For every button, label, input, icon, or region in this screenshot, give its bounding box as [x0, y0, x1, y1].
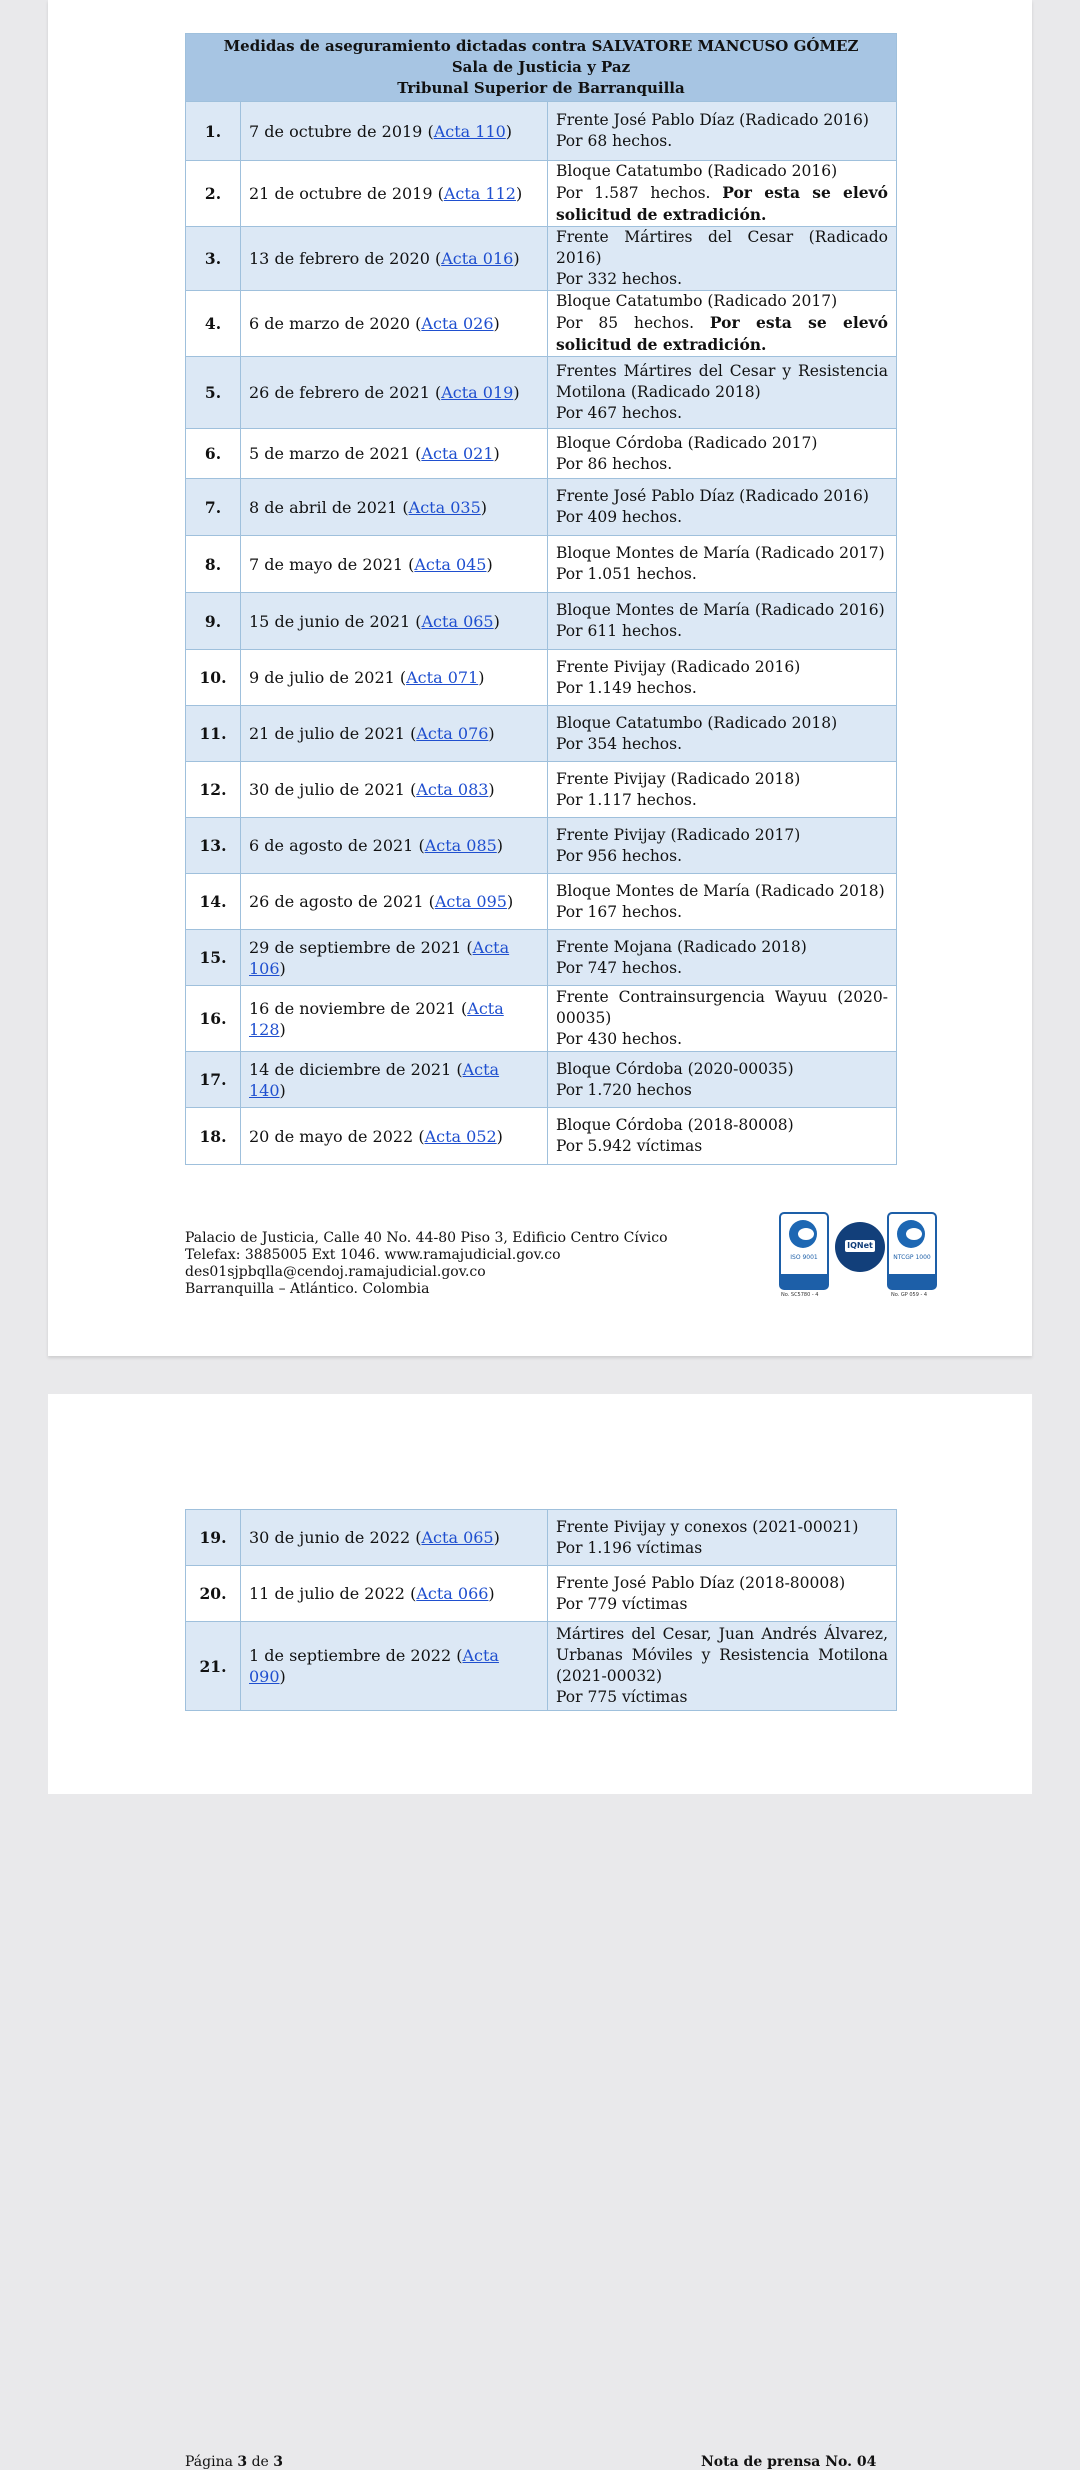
row-number: 18. — [186, 1108, 241, 1165]
acta-link[interactable]: Acta 045 — [414, 554, 487, 574]
row-description — [548, 161, 897, 227]
description-line: Frente Pivijay (Radicado 2016) — [556, 657, 801, 676]
row-date-cell: 21 de julio de 2021 (Acta 076) — [241, 706, 548, 762]
description-line: Frente José Pablo Díaz (2018-80008) — [556, 1573, 846, 1592]
acta-link[interactable]: Acta 065 — [421, 611, 494, 631]
table-row — [186, 706, 897, 762]
row-number: 10. — [186, 650, 241, 706]
row-date: 26 de agosto de 2021 — [249, 892, 424, 911]
document-page-2 — [48, 0, 1032, 1356]
table-row — [186, 102, 897, 161]
table-row — [186, 818, 897, 874]
acta-link[interactable]: Acta 083 — [416, 780, 489, 799]
row-date: 11 de julio de 2022 — [249, 1584, 405, 1603]
acta-link[interactable]: Acta 035 — [408, 497, 481, 517]
description-line: Por 467 hechos. — [556, 404, 683, 422]
row-date: 6 de marzo de 2020 — [249, 314, 411, 333]
row-number: 6. — [186, 429, 241, 479]
row-number: 15. — [186, 930, 241, 986]
table-row — [186, 1510, 897, 1566]
row-description — [548, 874, 897, 930]
description-line: Por 1.149 hechos. — [556, 678, 697, 697]
acta-link[interactable]: Acta 128 — [249, 998, 504, 1039]
table-row — [186, 930, 897, 986]
extradition-note: Por esta se elevó solicitud de extradición. — [556, 313, 889, 354]
row-description — [548, 1510, 897, 1566]
description-line: Frente Pivijay (Radicado 2017) — [556, 825, 801, 844]
row-date-cell: 15 de junio de 2021 (Acta 065) — [241, 593, 548, 650]
description-line: Frente Mojana (Radicado 2018) — [556, 937, 807, 956]
row-date-cell: 8 de abril de 2021 (Acta 035) — [241, 479, 548, 536]
description-line: Frente Mártires del Cesar (Radicado 2016) — [556, 228, 889, 267]
table-row — [186, 986, 897, 1052]
description-line: Por 430 hechos. — [556, 1030, 683, 1048]
row-date: 9 de julio de 2021 — [249, 668, 395, 687]
acta-link[interactable]: Acta 085 — [424, 836, 497, 855]
row-description — [548, 429, 897, 479]
row-number: 5. — [186, 357, 241, 429]
row-description — [548, 706, 897, 762]
row-date-cell: 6 de marzo de 2020 (Acta 026) — [241, 291, 548, 357]
row-date: 20 de mayo de 2022 — [249, 1126, 414, 1146]
certification-logos — [779, 1212, 939, 1302]
description-line: Por 1.587 hechos. — [556, 184, 711, 202]
logo1-caption: No. SC5780 - 4 — [781, 1292, 819, 1298]
icontec-iso-logo: ISO 9001 — [779, 1212, 829, 1290]
description-line: Por 85 hechos. — [556, 314, 695, 332]
row-description — [548, 357, 897, 429]
row-number: 13. — [186, 818, 241, 874]
description-line: Por 775 víctimas — [556, 1688, 688, 1706]
acta-link[interactable]: Acta 071 — [406, 668, 479, 687]
description-line: Por 354 hechos. — [556, 734, 683, 753]
row-date-cell: 29 de septiembre de 2021 (Acta 106) — [241, 930, 548, 986]
row-number: 4. — [186, 291, 241, 357]
row-number: 16. — [186, 986, 241, 1052]
description-line: Frente Contrainsurgencia Wayuu (2020-00035) — [556, 988, 889, 1027]
row-number: 12. — [186, 762, 241, 818]
row-description — [548, 986, 897, 1052]
acta-link[interactable]: Acta 140 — [249, 1059, 500, 1100]
acta-link[interactable]: Acta 026 — [421, 314, 494, 333]
row-date: 16 de noviembre de 2021 — [249, 998, 456, 1018]
acta-link[interactable]: Acta 106 — [249, 937, 510, 978]
row-number: 11. — [186, 706, 241, 762]
table-title: Medidas de aseguramiento dictadas contra SALVATORE MANCUSO GÓMEZ — [223, 37, 859, 55]
description-line-with-note — [556, 182, 888, 226]
measures-table-continued — [185, 1509, 897, 1711]
description-line-with-note — [556, 312, 888, 356]
row-description — [548, 1052, 897, 1108]
table-subtitle-chamber: Sala de Justicia y Paz — [451, 58, 631, 76]
description-line: Frentes Mártires del Cesar y Resistencia Motilona (Radicado 2018) — [556, 362, 889, 401]
row-date-cell: 6 de agosto de 2021 (Acta 085) — [241, 818, 548, 874]
row-date: 13 de febrero de 2020 — [249, 249, 430, 268]
description-line: Bloque Córdoba (Radicado 2017) — [556, 433, 818, 452]
row-number: 9. — [186, 593, 241, 650]
row-number: 17. — [186, 1052, 241, 1108]
row-description — [548, 479, 897, 536]
icontec-ntcgp-logo: NTCGP 1000 — [887, 1212, 937, 1290]
acta-link[interactable]: Acta 016 — [441, 249, 514, 268]
description-line: Por 956 hechos. — [556, 846, 683, 865]
row-date-cell: 26 de febrero de 2021 (Acta 019) — [241, 357, 548, 429]
description-line: Por 332 hechos. — [556, 270, 683, 288]
description-line: Por 1.051 hechos. — [556, 565, 697, 583]
row-date-cell: 11 de julio de 2022 (Acta 066) — [241, 1566, 548, 1622]
acta-link[interactable]: Acta 110 — [433, 121, 506, 141]
acta-link[interactable]: Acta 076 — [416, 724, 489, 743]
table-row — [186, 227, 897, 291]
description-line: Por 779 víctimas — [556, 1594, 688, 1613]
description-line: Frente José Pablo Díaz (Radicado 2016) — [556, 487, 869, 505]
description-line: Bloque Montes de María (Radicado 2016) — [556, 601, 885, 619]
row-date: 29 de septiembre de 2021 — [249, 937, 462, 957]
row-description — [548, 593, 897, 650]
row-description — [548, 818, 897, 874]
footer-address — [185, 1230, 668, 1298]
row-date-cell: 7 de octubre de 2019 (Acta 110) — [241, 102, 548, 161]
description-line: Mártires del Cesar, Juan Andrés Álvarez, Urbanas Móviles y Resistencia Motilona (2021-00032) — [556, 1625, 888, 1685]
description-line: Frente José Pablo Díaz (Radicado 2016) — [556, 111, 869, 129]
row-date: 6 de agosto de 2021 — [249, 836, 414, 855]
row-description — [548, 1566, 897, 1622]
table-row — [186, 650, 897, 706]
footer-phone-line: Telefax: 3885005 Ext 1046. www.ramajudicial.gov.co — [185, 1247, 561, 1263]
row-date: 26 de febrero de 2021 — [249, 383, 430, 402]
row-date: 14 de diciembre de 2021 — [249, 1059, 452, 1079]
table-row — [186, 357, 897, 429]
acta-link[interactable]: Acta 090 — [249, 1646, 499, 1686]
description-line: Por 1.196 víctimas — [556, 1538, 703, 1557]
row-description — [548, 650, 897, 706]
page-number: Página 3 de 3 — [185, 2454, 284, 2470]
description-line: Por 68 hechos. — [556, 132, 673, 150]
document-page-3 — [48, 1394, 1032, 2470]
description-line: Por 1.720 hechos — [556, 1080, 692, 1099]
table-row — [186, 479, 897, 536]
row-date-cell: 5 de marzo de 2021 (Acta 021) — [241, 429, 548, 479]
description-line: Por 5.942 víctimas — [556, 1137, 703, 1155]
description-line: Bloque Montes de María (Radicado 2017) — [556, 544, 885, 562]
row-date: 15 de junio de 2021 — [249, 611, 411, 631]
table-row — [186, 762, 897, 818]
row-number: 7. — [186, 479, 241, 536]
row-date-cell: 30 de junio de 2022 (Acta 065) — [241, 1510, 548, 1566]
table-row — [186, 1108, 897, 1165]
acta-link[interactable]: Acta 052 — [424, 1126, 497, 1146]
description-line: Por 611 hechos. — [556, 622, 683, 640]
row-date: 5 de marzo de 2021 — [249, 444, 411, 463]
footer-city-line: Barranquilla – Atlántico. Colombia — [185, 1281, 430, 1297]
row-date: 30 de junio de 2022 — [249, 1528, 411, 1547]
press-note-label: Nota de prensa No. 04 — [701, 2454, 877, 2470]
row-description — [548, 102, 897, 161]
row-date-cell: 13 de febrero de 2020 (Acta 016) — [241, 227, 548, 291]
row-date-cell: 1 de septiembre de 2022 (Acta 090) — [241, 1622, 548, 1711]
logo3-caption: No. GP 059 - 4 — [891, 1292, 928, 1298]
row-number: 21. — [186, 1622, 241, 1711]
table-row — [186, 536, 897, 593]
description-line: Por 86 hechos. — [556, 454, 673, 473]
extradition-note: Por esta se elevó solicitud de extradición. — [556, 183, 888, 224]
row-date: 1 de septiembre de 2022 — [249, 1646, 452, 1665]
description-line: Por 409 hechos. — [556, 508, 683, 526]
row-date-cell: 16 de noviembre de 2021 (Acta 128) — [241, 986, 548, 1052]
table-row — [186, 874, 897, 930]
row-number: 2. — [186, 161, 241, 227]
table-row — [186, 161, 897, 227]
row-date-cell: 7 de mayo de 2021 (Acta 045) — [241, 536, 548, 593]
row-number: 19. — [186, 1510, 241, 1566]
table-subtitle-court: Tribunal Superior de Barranquilla — [397, 79, 685, 97]
row-date: 21 de octubre de 2019 — [249, 184, 433, 203]
row-date-cell: 14 de diciembre de 2021 (Acta 140) — [241, 1052, 548, 1108]
row-description — [548, 930, 897, 986]
table-row — [186, 291, 897, 357]
row-description — [548, 762, 897, 818]
row-date-cell: 9 de julio de 2021 (Acta 071) — [241, 650, 548, 706]
acta-link[interactable]: Acta 065 — [421, 1528, 494, 1547]
description-line: Frente Pivijay (Radicado 2018) — [556, 769, 801, 788]
row-date-cell: 20 de mayo de 2022 (Acta 052) — [241, 1108, 548, 1165]
row-description — [548, 227, 897, 291]
row-description — [548, 1622, 897, 1711]
row-date-cell: 26 de agosto de 2021 (Acta 095) — [241, 874, 548, 930]
row-description — [548, 291, 897, 357]
description-line: Bloque Montes de María (Radicado 2018) — [556, 881, 885, 900]
footer-email-line: des01sjpbqlla@cendoj.ramajudicial.gov.co — [185, 1264, 486, 1280]
row-number: 14. — [186, 874, 241, 930]
table-row — [186, 1052, 897, 1108]
table-row — [186, 1566, 897, 1622]
measures-table — [185, 33, 897, 1165]
row-description — [548, 536, 897, 593]
description-line: Bloque Córdoba (2018-80008) — [556, 1116, 794, 1134]
description-line: Bloque Catatumbo (Radicado 2017) — [556, 292, 838, 310]
description-line: Bloque Catatumbo (Radicado 2016) — [556, 162, 838, 180]
table-row — [186, 429, 897, 479]
row-number: 1. — [186, 102, 241, 161]
description-line: Por 1.117 hechos. — [556, 790, 697, 809]
description-line: Bloque Córdoba (2020-00035) — [556, 1059, 794, 1078]
table-row — [186, 593, 897, 650]
acta-link[interactable]: Acta 021 — [421, 444, 494, 463]
row-description — [548, 1108, 897, 1165]
acta-link[interactable]: Acta 112 — [443, 184, 516, 203]
row-date: 7 de mayo de 2021 — [249, 554, 404, 574]
row-date-cell: 30 de julio de 2021 (Acta 083) — [241, 762, 548, 818]
row-date: 21 de julio de 2021 — [249, 724, 405, 743]
row-date: 7 de octubre de 2019 — [249, 121, 423, 141]
description-line: Por 167 hechos. — [556, 902, 683, 921]
row-date: 8 de abril de 2021 — [249, 497, 398, 517]
description-line: Por 747 hechos. — [556, 958, 683, 977]
acta-link[interactable]: Acta 066 — [416, 1584, 489, 1603]
row-number: 8. — [186, 536, 241, 593]
row-number: 20. — [186, 1566, 241, 1622]
table-row — [186, 1622, 897, 1711]
description-line: Frente Pivijay y conexos (2021-00021) — [556, 1517, 859, 1536]
table-header — [186, 34, 897, 102]
description-line: Bloque Catatumbo (Radicado 2018) — [556, 713, 838, 732]
iqnet-logo: IQNet — [835, 1222, 885, 1272]
acta-link[interactable]: Acta 019 — [441, 383, 514, 402]
footer-address-line: Palacio de Justicia, Calle 40 No. 44-80 Piso 3, Edificio Centro Cívico — [185, 1230, 668, 1246]
row-date-cell: 21 de octubre de 2019 (Acta 112) — [241, 161, 548, 227]
acta-link[interactable]: Acta 095 — [434, 892, 507, 911]
row-date: 30 de julio de 2021 — [249, 780, 405, 799]
row-number: 3. — [186, 227, 241, 291]
